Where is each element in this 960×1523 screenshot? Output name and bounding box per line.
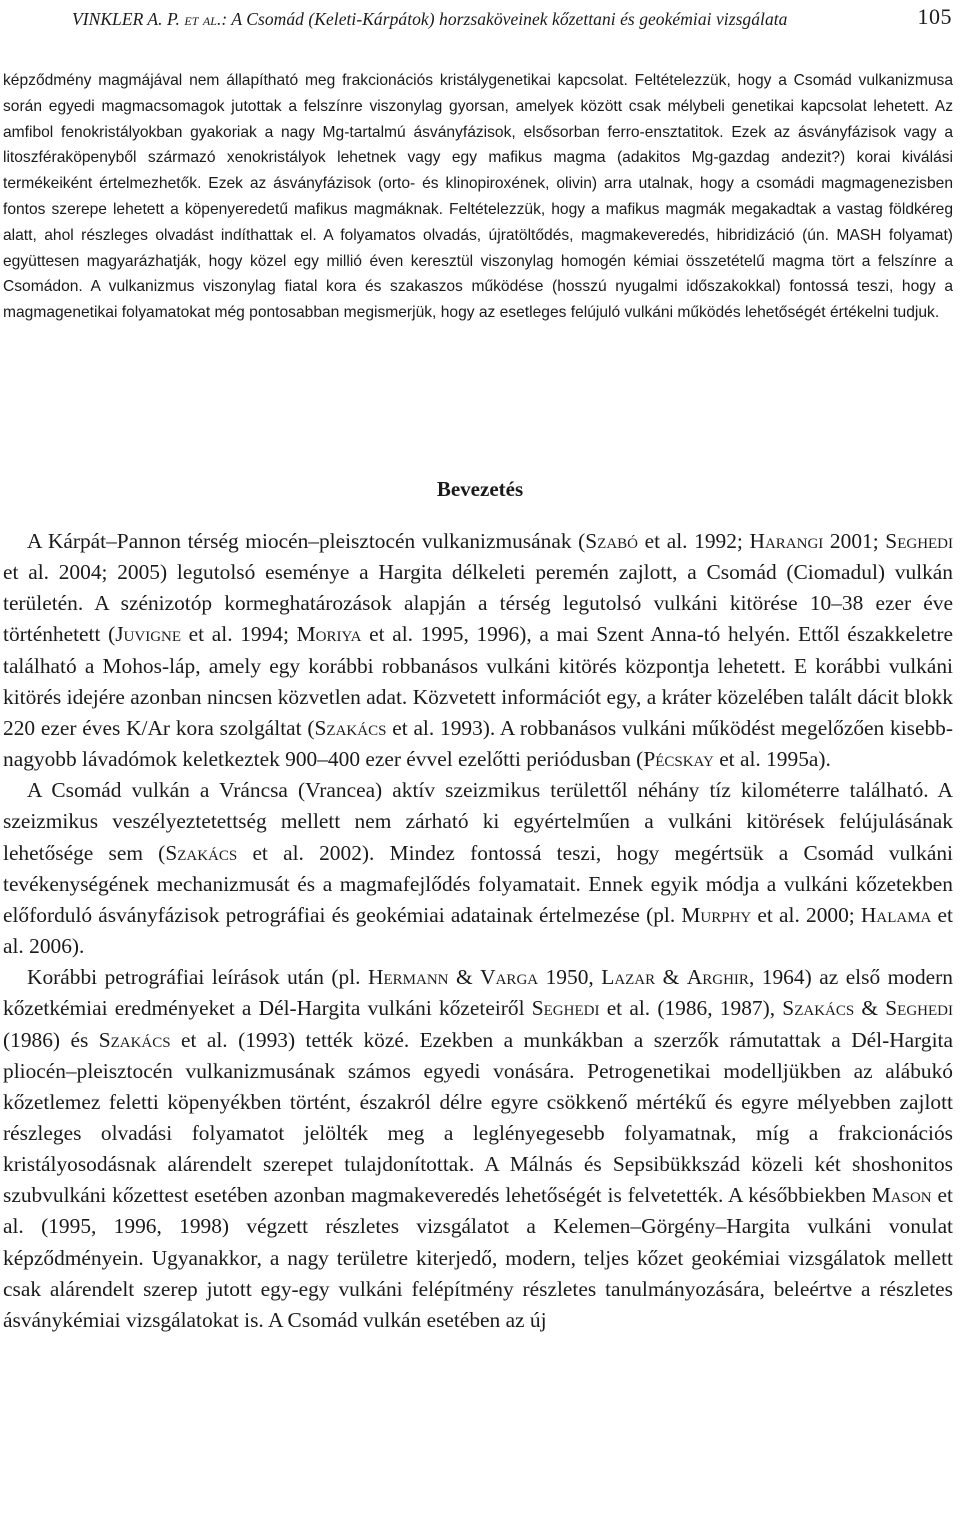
abstract-paragraph: képződmény magmájával nem állapítható meg frakcionációs kristálygenetikai kapcsolat. Feltételezzük, hogy a Csomád vulkanizmusa során egyedi magmacsomagok jutottak a felszínre viszonylag gyorsan, amelyek között csak mélybeli genetikai kapcsolat lehetett. Az amfibol fenokristályokban gyakoriak a nagy Mg-tartalmú ásványfázisok, elsősorban ferro-ensztatitok. Ezek az ásványfázisok vagy a litoszféraköpenyből származó xenokristályok lehetnek vagy egy mafikus magma (adakitos Mg-gazdag andezit?) korai kiválási termékeiként értelmezhetők. Ezek az ásványfázisok (orto- és klinopiroxének, olivin) arra utalnak, hogy a csomádi magmagenezisben fontos szerepe lehetett a köpenyeredetű mafikus magmáknak. Feltételezzük, hogy a mafikus magmák megakadtak a vastag földkéreg alatt, ahol részleges olvadást indíthattak el. A folyamatos olvadás, újratöltődés, magmakeveredés, hibridizáció (ún. MASH folyamat) együttesen magyarázhatják, hogy közel egy millió éven keresztül viszonylag homogén kémiai összetételű magma tört a felszínre a Csomádon. A vulkanizmus viszonylag fiatal kora és szakaszos működése (hosszú nyugalmi időszakokkal) fontossá teszi, hogy a magmagenetikai folyamatokat még pontosabban megismerjük, hogy az esetleges felújuló vulkáni működés lehetőségét értékelni tudjuk. [3, 72, 953, 322]
body-paragraph-1 [3, 526, 953, 775]
citation-author: Seghedi [885, 996, 953, 1021]
citation-author: Szakács [314, 715, 387, 740]
running-head-title: A Csomád (Keleti-Kárpátok) horzsaköveinek kőzettani és geokémiai vizsgálata [231, 9, 788, 29]
body-text [3, 526, 953, 1336]
text-run: A Kárpát–Pannon térség miocén–pleisztocén vulkanizmusának ( [27, 529, 586, 553]
citation-author: Moriya [296, 622, 362, 647]
text-run: et al. 1994; [181, 622, 297, 647]
citation-author: Seghedi [531, 996, 600, 1021]
text-run: A Csomád vulkán a Vráncsa (Vrancea) aktív szeizmikus területtől néhány tíz kilométerre található. A szeizmikus veszélyeztetettség mellett nem zárható ki egyértelműen a vulkáni kitörések felújulásának lehetősége sem ( [3, 778, 953, 865]
running-head [72, 4, 952, 34]
citation-author: Hermann [368, 965, 449, 990]
text-run: et al. (1993) tették közé. Ezekben a munkákban a szerzők rámutattak a Dél-Hargita pliocén–pleisztocén vulkanizmusának számos egyedi vonására. Petrogenetikai modelljükben az alábukó kőzetlemez feletti köpenyékben történt, északról délre egyre csökkenő mértékű és egyre mélyebben zajlott részleges olvadási folyamatot jelölték meg a leglényegesebb folyamatnak, míg a frakcionációs kristályosodásnak alárendelt szerepet tulajdonítottak. A Málnás és Sepsibükkszád közeli két shoshonitos szubvulkáni kőzettest esetében azonban magmakeveredés lehetőségét is felvetették. A későbbiekben [3, 1027, 953, 1208]
citation-author: Lazar [601, 965, 656, 990]
citation-author: Szakács [782, 996, 855, 1021]
running-head-authors: VINKLER A. P. et al. [72, 9, 222, 29]
text-run: (1986) és [3, 1027, 99, 1052]
citation-author: Mason [871, 1183, 932, 1208]
citation-author: Harangi [749, 529, 824, 553]
text-run: Korábbi petrográfiai leírások után (pl. [27, 965, 369, 990]
text-run: & [655, 965, 687, 990]
text-run: et al. 2000; [751, 902, 861, 927]
text-run: 1950, [538, 965, 602, 990]
text-run: & [448, 965, 481, 990]
text-run: et al. 1995a). [713, 747, 831, 772]
citation-author: Szakács [98, 1027, 171, 1052]
citation-author: Varga [480, 965, 539, 990]
text-run: et al. 2002). Mindez fontossá teszi, hogy megértsük a Csomád vulkáni tevékenységének mechanizmusát és a magmafejlődés folyamatait. Ennek egyik módja a vulkáni kőzetekben előforduló ásványfázisok petrográfiai és geokémiai adatainak értelmezése (pl. [3, 840, 953, 927]
body-paragraph-2 [3, 775, 953, 962]
citation-author: Halama [860, 902, 932, 927]
body-paragraph-3 [3, 962, 953, 1336]
text-run: et al. 2006). [3, 902, 953, 959]
text-run: et al. 1993). A robbanásos vulkáni működést megelőzően kisebb-nagyobb lávadómok keletkeztek 900–400 ezer évvel ezelőtti periódusban ( [3, 715, 953, 772]
text-run: et al. (1995, 1996, 1998) végzett részletes vizsgálatot a Kelemen–Görgény–Hargita vulkáni vonulat képződményein. Ugyanakkor, a nagy területre kiterjedő, modern, teljes kőzet geokémiai vizsgálatok mellett csak alárendelt szerep jutott egy-egy vulkáni felépítmény részletes tanulmányozására, beleértve a részletes ásványkémiai vizsgálatokat is. A Csomád vulkán esetében az új [3, 1183, 953, 1332]
text-run: et al. (1986, 1987), [599, 996, 783, 1021]
text-run: et al. 2004; 2005) legutolsó eseménye a Hargita délkeleti peremén zajlott, a Csomád (Ciomadul) vulkán területén. A szénizotóp kormeghatározások alapján a térség legutolsó vulkáni kitörése 10–38 ezer éve történhetett ( [3, 560, 953, 647]
text-run: et al. 1992; [638, 529, 750, 553]
citation-author: Seghedi [885, 529, 954, 553]
citation-author: Juvigne [115, 622, 182, 647]
page-number: 105 [917, 4, 952, 29]
citation-author: Szabó [585, 529, 639, 553]
section-heading: Bevezetés [436, 477, 524, 501]
text-run: et al. 1995, 1996), a mai Szent Anna-tó helyén. Ettől északkeletre található a Mohos-láp, amely egy korábbi robbanásos vulkáni kitörés központja lehetett. E korábbi vulkáni kitörés idejére azonban nincsen közvetlen adat. Közvetett információt egy, a kráter közelében talált dácit blokk 220 ezer éves K/Ar kora szolgáltat ( [3, 622, 953, 740]
text-run: 2001; [823, 529, 886, 553]
citation-author: Murphy [681, 902, 752, 927]
running-head-citation: VINKLER A. P. et al.: A Csomád (Keleti-Kárpátok) horzsaköveinek kőzettani és geokémiai vizsgálata [72, 9, 788, 29]
citation-author: Arghir [686, 965, 749, 990]
citation-author: Pécskay [643, 747, 714, 772]
citation-author: Szakács [165, 840, 238, 865]
text-run: & [854, 996, 886, 1021]
text-run: , 1964) az első modern kőzetkémiai eredményeket a Dél-Hargita vulkáni kőzeteiről [3, 965, 953, 1021]
